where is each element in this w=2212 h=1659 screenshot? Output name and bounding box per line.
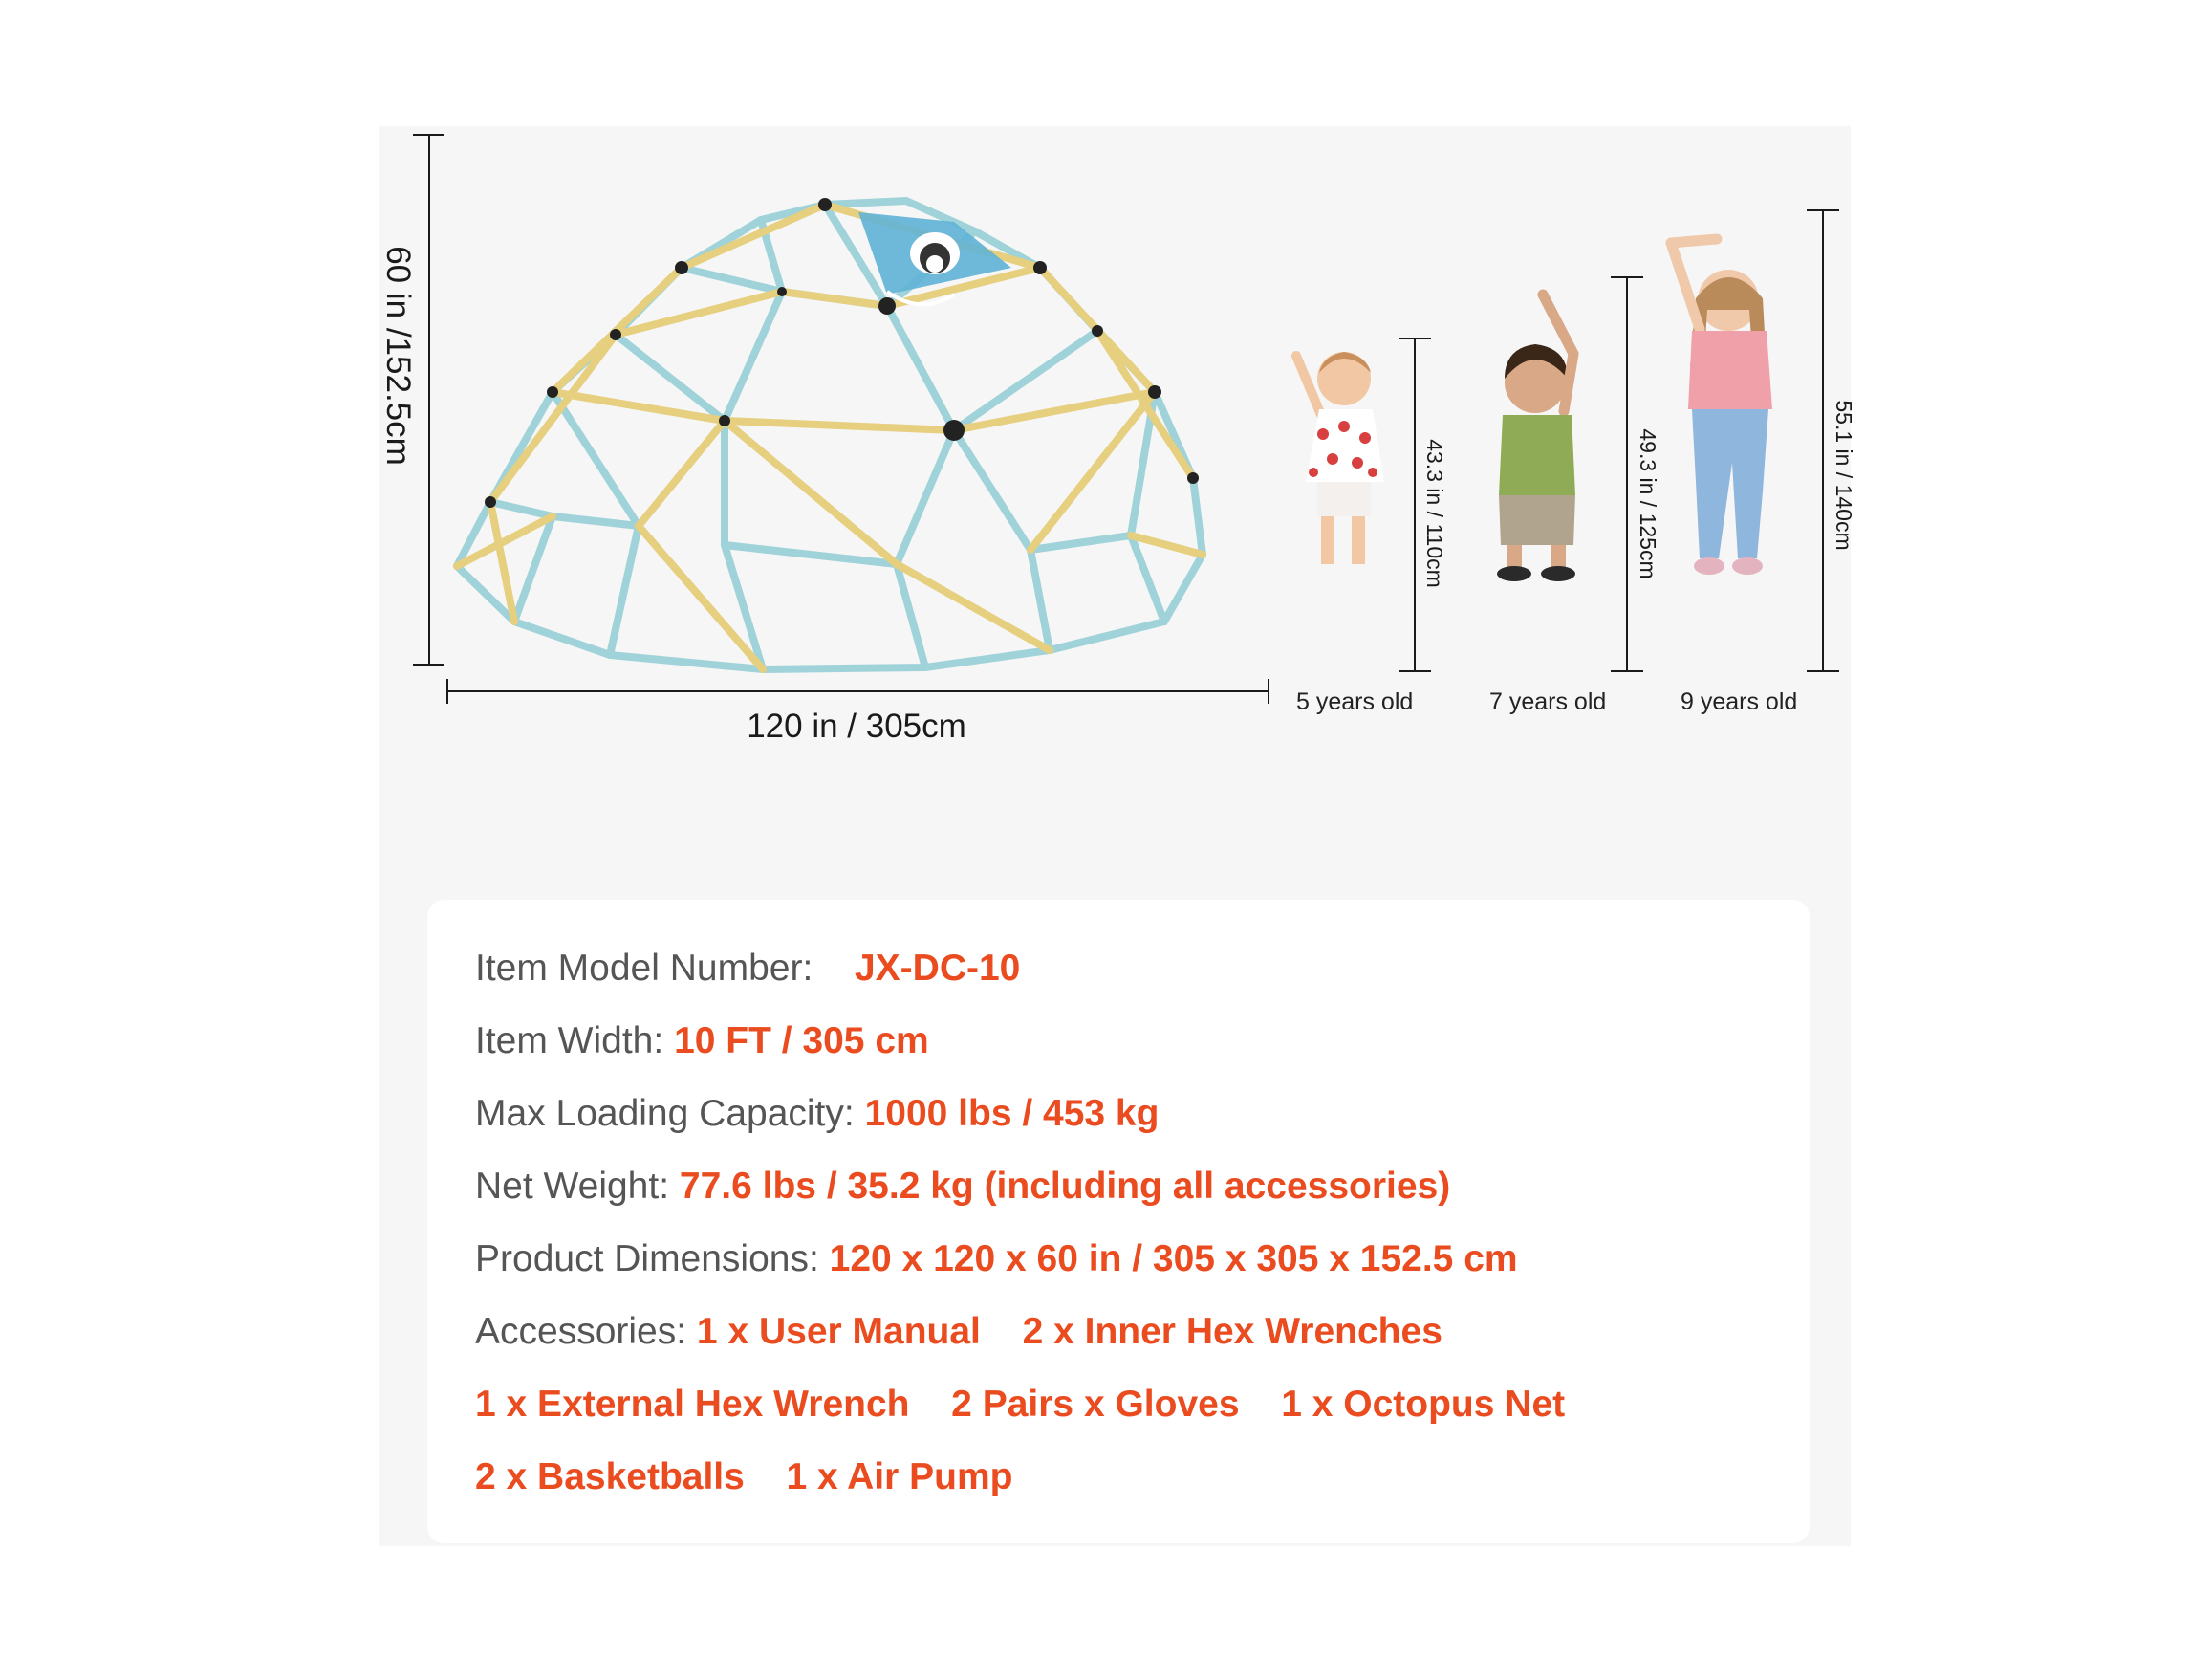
dome-width-cap-right [1268,679,1269,704]
child-9-height-line [1822,209,1824,672]
accessory-item: 2 x Basketballs [475,1456,745,1497]
accessory-item: 2 x Inner Hex Wrenches [1022,1311,1442,1352]
accessory-item: 1 x User Manual [696,1311,981,1352]
dome-climber-illustration [438,134,1231,679]
spec-item-width [475,1020,929,1062]
child-9-height-cap-top [1807,209,1839,211]
spec-accessories-row-1 [475,1311,1442,1353]
dome-width-cap-left [446,679,448,704]
spec-accessories-label: Accessories: [475,1311,687,1352]
child-5-age-label: 5 years old [1296,688,1414,715]
spec-capacity-label: Max Loading Capacity: [475,1093,855,1134]
dome-height-label: 60 in /152.5cm [380,246,417,466]
spec-accessories-row-2 [475,1384,1565,1426]
child-7-years-photo [1476,229,1610,583]
spec-model-number [475,948,1020,990]
spec-capacity-value: 1000 lbs / 453 kg [864,1093,1160,1134]
dome-height-line [428,134,430,666]
child-5-height-line [1414,338,1416,672]
child-7-height-cap-bottom [1611,670,1643,672]
spec-net-weight-value: 77.6 lbs / 35.2 kg (including all accessories) [679,1166,1451,1207]
child-9-years-photo [1650,176,1793,582]
child-5-height-label: 43.3 in / 110cm [1422,439,1447,588]
child-5-height-cap-top [1399,338,1431,339]
spec-model-label: Item Model Number: [475,948,813,989]
dome-width-label: 120 in / 305cm [747,708,966,745]
spec-max-capacity [475,1093,1159,1135]
child-7-height-label: 49.3 in / 125cm [1636,428,1660,579]
accessory-item: 1 x Air Pump [786,1456,1013,1497]
child-7-age-label: 7 years old [1489,688,1607,715]
child-5-height-cap-bottom [1399,670,1431,672]
accessory-item: 1 x External Hex Wrench [475,1384,910,1425]
spec-model-value: JX-DC-10 [854,948,1021,989]
child-7-height-cap-top [1611,276,1643,278]
spec-width-label: Item Width: [475,1020,664,1061]
spec-product-dimensions [475,1238,1518,1280]
spec-net-weight-label: Net Weight: [475,1166,670,1207]
specifications-card [427,900,1810,1543]
spec-dimensions-label: Product Dimensions: [475,1238,819,1279]
spec-net-weight [475,1166,1450,1208]
spec-width-value: 10 FT / 305 cm [674,1020,929,1061]
dome-width-line [447,690,1269,692]
accessory-item: 1 x Octopus Net [1281,1384,1566,1425]
child-9-age-label: 9 years old [1681,688,1798,715]
accessory-item: 2 Pairs x Gloves [951,1384,1240,1425]
spec-dimensions-value: 120 x 120 x 60 in / 305 x 305 x 152.5 cm [829,1238,1518,1279]
child-5-years-photo [1285,338,1399,578]
spec-accessories-row-3 [475,1456,1012,1498]
child-9-height-label: 55.1 in / 140cm [1832,400,1856,551]
child-7-height-line [1626,276,1628,672]
child-9-height-cap-bottom [1807,670,1839,672]
